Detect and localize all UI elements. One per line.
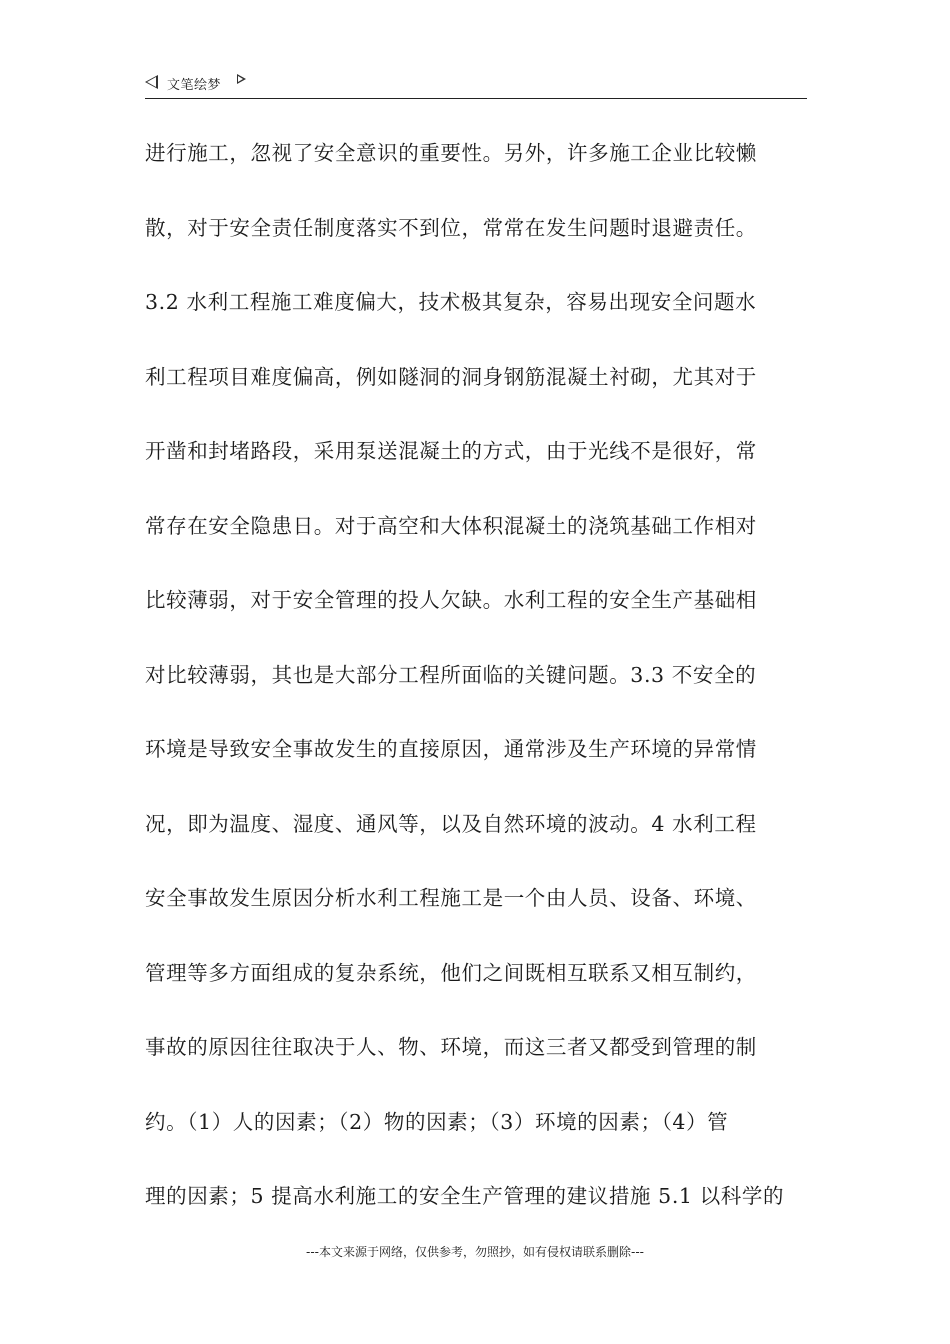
triangle-left-outline-icon bbox=[145, 75, 158, 89]
text-line: 对比较薄弱，其也是大部分工程所面临的关键问题。3.3 不安全的 bbox=[145, 662, 757, 687]
text-line: 环境是导致安全事故发生的直接原因，通常涉及生产环境的异常情 bbox=[145, 737, 757, 761]
footer-notice: ---本文来源于网络，仅供参考，勿照抄，如有侵权请联系删除--- bbox=[306, 1245, 644, 1259]
text-line: 事故的原因往往取决于人、物、环境，而这三者又都受到管理的制 bbox=[145, 1035, 757, 1059]
text-line: 比较薄弱，对于安全管理的投人欠缺。水利工程的安全生产基础相 bbox=[145, 588, 757, 612]
header-brand: 文笔绘梦 bbox=[167, 78, 222, 93]
text-line: 管理等多方面组成的复杂系统，他们之间既相互联系又相互制约， bbox=[145, 960, 757, 985]
page-header bbox=[145, 72, 807, 99]
text-line: 安全事故发生原因分析水利工程施工是一个由人员、设备、环境、 bbox=[145, 886, 757, 910]
text-line: 常存在安全隐患日。对于高空和大体积混凝土的浇筑基础工作相对 bbox=[145, 513, 757, 538]
text-line: 况，即为温度、湿度、通风等，以及自然环境的波动。4 水利工程 bbox=[145, 811, 757, 836]
text-line: 3.2 水利工程施工难度偏大，技术极其复杂，容易出现安全问题水 bbox=[145, 290, 757, 314]
document-body bbox=[145, 136, 817, 1254]
text-line: 利工程项目难度偏高，例如隧洞的洞身钢筋混凝土衬砌，尤其对于 bbox=[145, 364, 757, 389]
triangle-right-outline-icon bbox=[237, 74, 246, 84]
text-line: 开凿和封堵路段，采用泵送混凝土的方式，由于光线不是很好，常 bbox=[145, 439, 757, 463]
text-line: 散，对于安全责任制度落实不到位，常常在发生问题时退避责任。 bbox=[145, 215, 757, 240]
text-line: 进行施工，忽视了安全意识的重要性。另外，许多施工企业比较懒 bbox=[145, 141, 757, 165]
text-line: 理的因素；5 提高水利施工的安全生产管理的建议措施 5.1 以科学的 bbox=[145, 1184, 785, 1208]
text-line: 约。（1）人的因素；（2）物的因素；（3）环境的因素；（4）管 bbox=[145, 1109, 729, 1134]
